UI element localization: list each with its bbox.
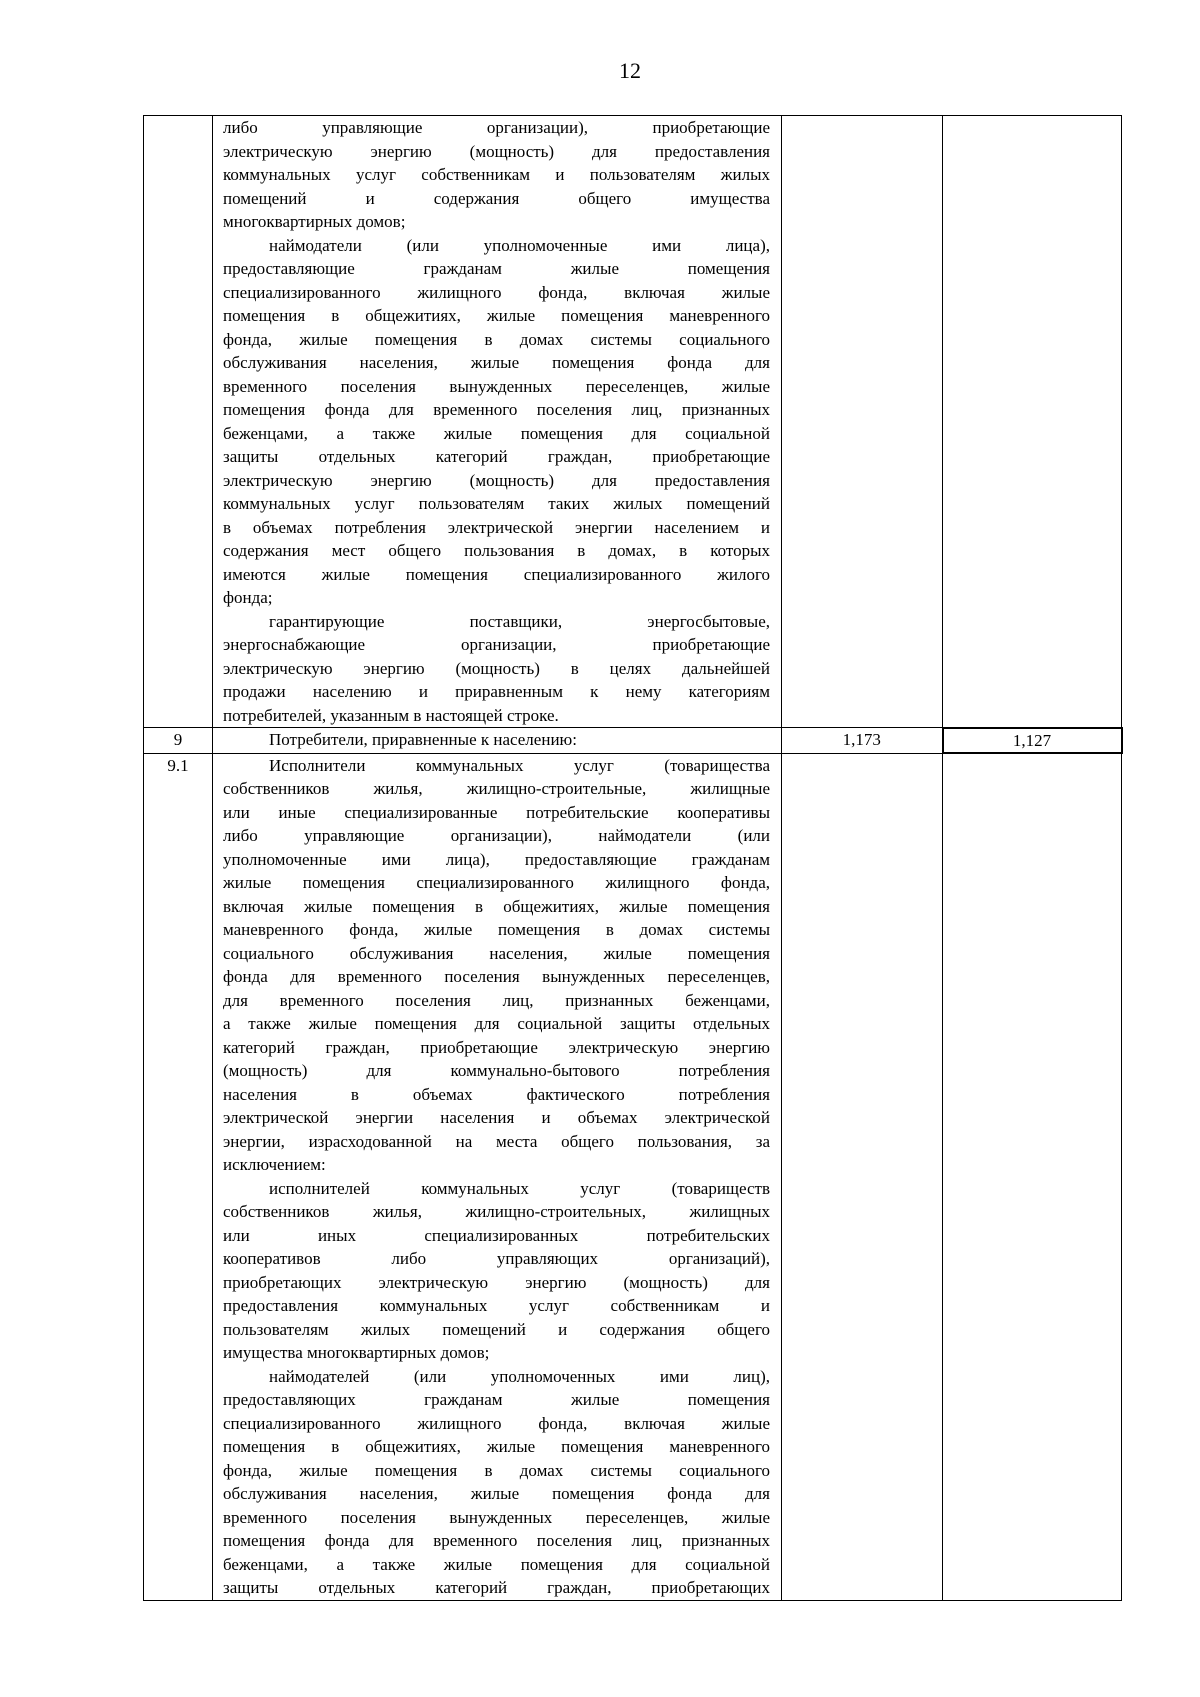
text-line: беженцами, а также жилые помещения для социальной [223, 1554, 770, 1574]
text-line: помещения фонда для временного поселения лиц, признанных [223, 400, 770, 419]
table-row-continued [144, 116, 1122, 728]
value-col1 [782, 753, 943, 1600]
text-line: включая жилые помещения в общежитиях, жилые помещения [223, 896, 770, 916]
text-line: обслуживания населения, жилые помещения фонда для [223, 1484, 770, 1503]
text-line: в объемах потребления электрической энергии населением и [223, 517, 770, 537]
text-line: фонда для временного поселения вынужденных переселенцев, [223, 967, 770, 986]
text-line: Исполнители коммунальных услуг (товарищества [269, 755, 770, 775]
text-line: защиты отдельных категорий граждан, приобретающих [223, 1578, 770, 1597]
text-line: либо управляющие организации), наймодатели (или [223, 826, 770, 845]
text-line: предоставляющих гражданам жилые помещения [223, 1390, 770, 1409]
text-line: гарантирующие поставщики, энергосбытовые, [269, 611, 770, 631]
text-line: помещения фонда для временного поселения лиц, признанных [223, 1531, 770, 1550]
text-line: энергии, израсходованной на места общего пользования, за [223, 1131, 770, 1151]
text-line: имущества многоквартирных домов; [223, 1343, 490, 1362]
text-line: электрическую энергию (мощность) для предоставления [223, 141, 770, 161]
text-line: приобретающих электрическую энергию (мощность) для [223, 1272, 770, 1292]
row-number: 9.1 [144, 753, 213, 1600]
page-number: 12 [619, 58, 641, 83]
text-line: предоставляющие гражданам жилые помещения [223, 259, 770, 278]
text-line: временного поселения вынужденных переселенцев, жилые [223, 1507, 770, 1527]
value-col2 [943, 753, 1122, 1600]
text-line: наймодателей (или уполномоченных ими лиц), [269, 1366, 770, 1386]
text-line: уполномоченные ими лица), предоставляющие гражданам [223, 849, 770, 869]
text-line: фонда; [223, 588, 273, 607]
text-line: собственников жилья, жилищно-строительные, жилищные [223, 779, 770, 798]
description-text [223, 116, 770, 727]
table-row-9-1 [144, 753, 1122, 1600]
text-line: коммунальных услуг собственникам и пользователям жилых [223, 165, 770, 184]
row-description [213, 116, 782, 728]
text-line: социального обслуживания населения, жилые помещения [223, 943, 770, 963]
text-line: имеются жилые помещения специализированного жилого [223, 564, 770, 584]
text-line: специализированного жилищного фонда, включая жилые [223, 282, 770, 302]
text-line: (мощность) для коммунально-бытового потребления [223, 1061, 770, 1080]
text-line: беженцами, а также жилые помещения для социальной [223, 423, 770, 443]
text-line: собственников жилья, жилищно-строительных, жилищных [223, 1202, 770, 1221]
tariff-table [143, 115, 1123, 1601]
text-line: населения в объемах фактического потребления [223, 1084, 770, 1104]
text-line: помещения в общежитиях, жилые помещения маневренного [223, 306, 770, 325]
text-line: электрическую энергию (мощность) для предоставления [223, 470, 770, 490]
text-line: продажи населению и приравненным к нему категориям [223, 682, 770, 701]
text-line: специализированного жилищного фонда, включая жилые [223, 1413, 770, 1433]
text-line: энергоснабжающие организации, приобретающие [223, 635, 770, 654]
text-line: маневренного фонда, жилые помещения в домах системы [223, 920, 770, 939]
row-number: 9 [144, 728, 213, 754]
row-number [144, 116, 213, 728]
row-description [213, 753, 782, 1600]
text-line: защиты отдельных категорий граждан, приобретающие [223, 447, 770, 466]
text-line: содержания мест общего пользования в домах, в которых [223, 541, 770, 560]
text-line: исключением: [223, 1155, 326, 1174]
text-line: коммунальных услуг пользователям таких жилых помещений [223, 494, 770, 513]
text-line: электрическую энергию (мощность) в целях дальнейшей [223, 658, 770, 678]
text-line: потребителей, указанным в настоящей строке. [223, 705, 559, 725]
value-col2: 1,127 [943, 728, 1122, 754]
row-description [213, 728, 782, 754]
text-line: фонда, жилые помещения в домах системы социального [223, 1460, 770, 1480]
text-line: пользователям жилых помещений и содержания общего [223, 1319, 770, 1339]
value-col1: 1,173 [782, 728, 943, 754]
text-line: категорий граждан, приобретающие электрическую энергию [223, 1037, 770, 1057]
text-line: жилые помещения специализированного жилищного фонда, [223, 873, 770, 892]
text-line: предоставления коммунальных услуг собственникам и [223, 1296, 770, 1315]
text-line: либо управляющие организации), приобретающие [223, 118, 770, 137]
text-line: а также жилые помещения для социальной защиты отдельных [223, 1014, 770, 1033]
text-line: помещения в общежитиях, жилые помещения маневренного [223, 1437, 770, 1456]
text-line: временного поселения вынужденных переселенцев, жилые [223, 376, 770, 396]
text-line: кооперативов либо управляющих организаций), [223, 1249, 770, 1268]
value-col2 [943, 116, 1122, 728]
text-line: или иные специализированные потребительские кооперативы [223, 802, 770, 822]
text-line: многоквартирных домов; [223, 212, 406, 231]
text-line: наймодатели (или уполномоченные ими лица), [269, 235, 770, 255]
table-row-9 [144, 728, 1122, 754]
text-line: исполнителей коммунальных услуг (товариществ [269, 1178, 770, 1198]
text-line: фонда, жилые помещения в домах системы социального [223, 329, 770, 349]
text-line: обслуживания населения, жилые помещения фонда для [223, 353, 770, 372]
text-line: помещений и содержания общего имущества [223, 188, 770, 208]
text-line: или иных специализированных потребительских [223, 1225, 770, 1245]
row-description-text: Потребители, приравненные к населению: [269, 730, 577, 749]
text-line: для временного поселения лиц, признанных беженцами, [223, 990, 770, 1010]
value-col1 [782, 116, 943, 728]
text-line: электрической энергии населения и объемах электрической [223, 1108, 770, 1127]
description-text [223, 754, 770, 1600]
